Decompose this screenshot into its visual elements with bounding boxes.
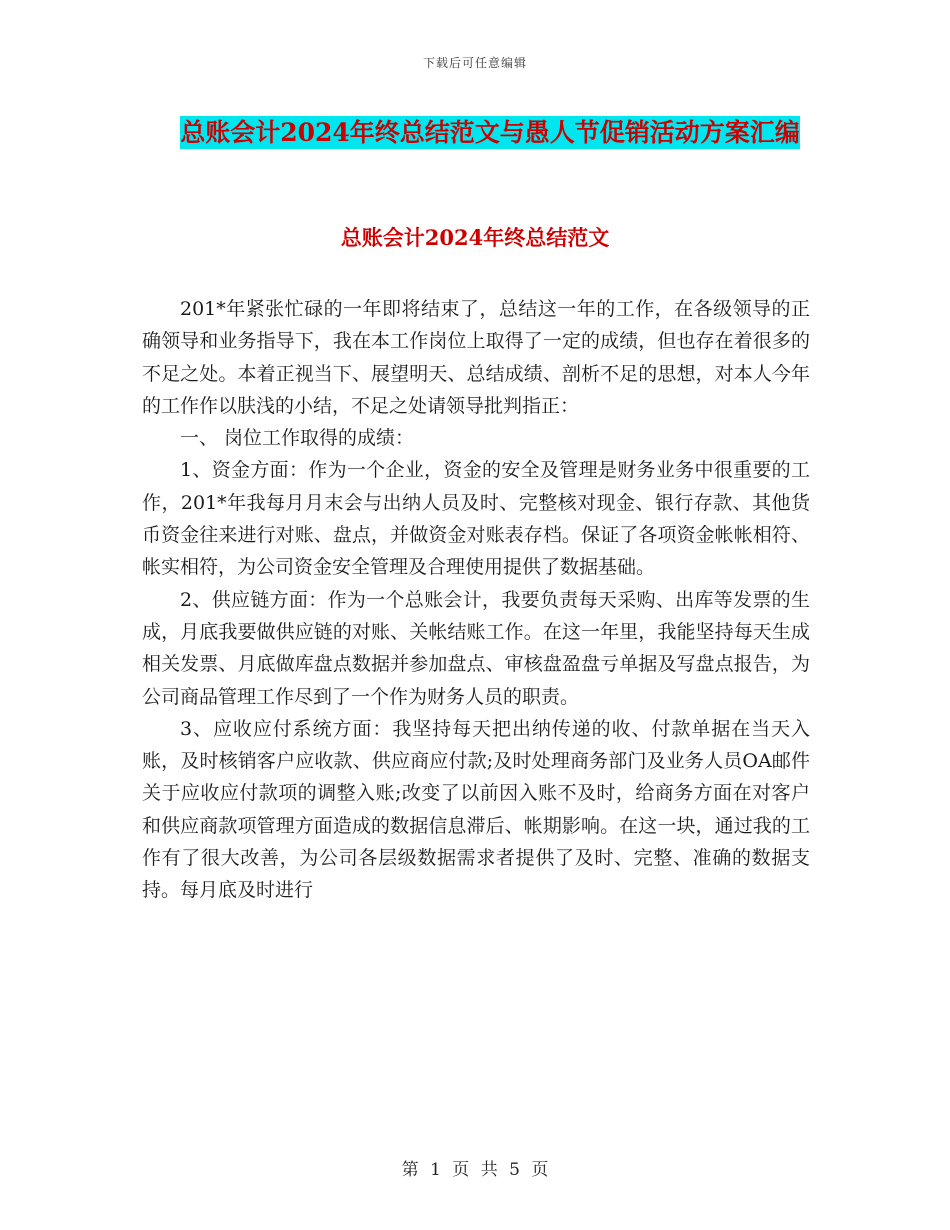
page-footer: 第 1 页 共 5 页 bbox=[401, 1160, 549, 1180]
section-title: 总账会计2024年终总结范文 bbox=[340, 225, 610, 250]
body-text bbox=[142, 293, 810, 907]
document-title bbox=[140, 112, 840, 154]
paragraph: 2、供应链方面：作为一个总账会计，我要负责每天采购、出库等发票的生成，月底我要做供应链的对账、关帐结账工作。在这一年里，我能坚持每天生成相关发票、月底做库盘点数据并参加盘点、审核盘盈盘亏单据及写盘点报告，为公司商品管理工作尽到了一个作为财务人员的职责。 bbox=[142, 588, 810, 708]
paragraph: 3、应收应付系统方面：我坚持每天把出纳传递的收、付款单据在当天入账，及时核销客户应收款、供应商应付款;及时处理商务部门及业务人员OA邮件关于应收应付款项的调整入账;改变了以前因入账不及时，给商务方面在对客户和供应商款项管理方面造成的数据信息滞后、帐期影响。在这一块，通过我的工作有了很大改善，为公司各层级数据需求者提供了及时、完整、准确的数据支持。每月底及时进行 bbox=[142, 717, 810, 902]
paragraph: 1、资金方面：作为一个企业，资金的安全及管理是财务业务中很重要的工作，201*年我每月月末会与出纳人员及时、完整核对现金、银行存款、其他货币资金往来进行对账、盘点，并做资金对账表存档。保证了各项资金帐帐相符、帐实相符，为公司资金安全管理及合理使用提供了数据基础。 bbox=[142, 459, 810, 579]
page-header-note: 下载后可任意编辑 bbox=[422, 56, 527, 70]
paragraph: 一、 岗位工作取得的成绩： bbox=[180, 427, 415, 450]
paragraph: 201*年紧张忙碌的一年即将结束了，总结这一年的工作，在各级领导的正确领导和业务指导下，我在本工作岗位上取得了一定的成绩，但也存在着很多的不足之处。本着正视当下、展望明天、总结成绩、剖析不足的思想，对本人今年的工作作以肤浅的小结，不足之处请领导批判指正： bbox=[142, 298, 810, 417]
document-title-text: 总账会计2024年终总结范文与愚人节促销活动方案汇编 bbox=[180, 118, 800, 147]
